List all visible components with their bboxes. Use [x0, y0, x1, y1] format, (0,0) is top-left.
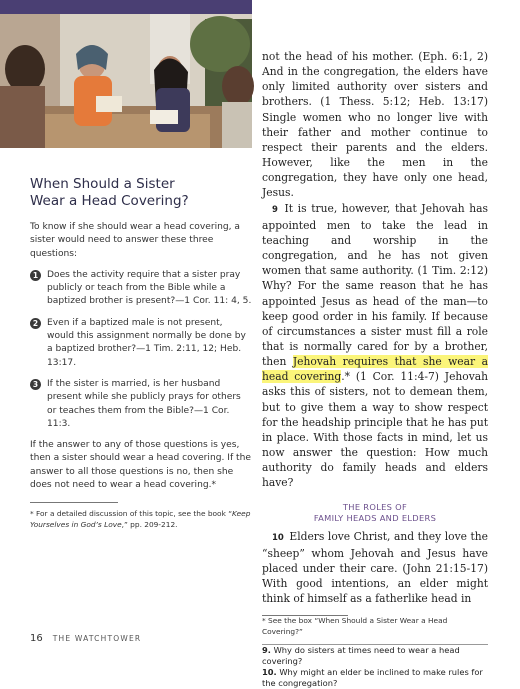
study-question-text: Why might an elder be inclined to make rules for the congregation?: [262, 666, 483, 688]
highlighted-text[interactable]: Jehovah requires that she wear a head covering: [262, 355, 488, 384]
paragraph-number: 9: [272, 204, 278, 215]
study-question-number: 10.: [262, 666, 277, 677]
box-conclusion: If the answer to any of those questions is yes, then a sister should wear a head covering. If the answer to all those questions is no, then she does not need to wear a head covering.*: [30, 440, 251, 491]
paragraph-number: 10: [272, 532, 284, 543]
photo-women-bible-study: [0, 14, 252, 148]
question-item: [30, 269, 252, 309]
paragraph-text: .* (1 Cor. 11:4-7) Jehovah asks this of sisters, not to demean them, but to give them a way to show respect for the headship principle that he has put in place. With those facts in mind, let us now answer the question: How much authority do family heads and elders have?: [262, 370, 488, 490]
paragraph-text: It is true, however, that Jehovah has appointed men to take the lead in teaching and worship in the congregation, and he has not given women that same authority. (1 Tim. 2:12) Why? For the same reason that he has appointed Jesus as head of the man—to keep good order in his family. If because of circumstances a sister must fill a role that is normally cared for by a brother, then: [262, 201, 488, 369]
question-text: Does the activity require that a sister pray publicly or teach from the Bible while a baptized brother is present?—1 Cor. 11: 4, 5.: [47, 269, 252, 307]
question-number-badge: 1: [30, 270, 41, 281]
paragraph-9: [262, 201, 488, 491]
sidebar-box: [30, 176, 252, 530]
footnote-book-title[interactable]: Keep Yourselves in God’s Love: [30, 509, 251, 529]
footnote-divider: [30, 502, 118, 503]
article-column: [262, 49, 488, 689]
magazine-name: THE WATCHTOWER: [52, 634, 142, 643]
top-accent-bar: [0, 0, 252, 14]
photo-illustration: [0, 14, 252, 148]
question-number-badge: 2: [30, 318, 41, 329]
question-text: If the sister is married, is her husband present while she publicly prays for others or teaches them from the Bible?—1 Cor. 11:3.: [47, 378, 241, 429]
box-footnote: [30, 509, 252, 530]
study-question-9: [262, 645, 488, 667]
subheading-line2: FAMILY HEADS AND ELDERS: [313, 512, 437, 523]
page-number: 16: [30, 633, 43, 644]
question-text: Even if a baptized male is not present, would this assignment normally be done by a baptized brother?—1 Tim. 2:11, 12; Heb. 13:17.: [47, 317, 246, 368]
paragraph-8-continued: not the head of his mother. (Eph. 6:1, 2) And in the congregation, the elders have only limited authority over sisters and brothers. (1 Thess. 5:12; Heb. 13:17) Single women who no longer live with their father and mother continue to respect their parents and the elders. However, like the men in the congregation, they have only one head, Jesus.: [262, 50, 488, 200]
study-question-number: 9.: [262, 644, 271, 655]
study-question-10: [262, 667, 488, 689]
footnote-pages: ,” pp. 209-212.: [121, 519, 178, 529]
article-footnote[interactable]: * See the box “When Should a Sister Wear a Head Covering?”: [262, 616, 448, 636]
question-number-badge: 3: [30, 379, 41, 390]
page-footer: [30, 633, 141, 644]
paragraph-10: [262, 529, 488, 607]
box-title-line1: When Should a Sister: [30, 176, 175, 192]
box-intro: To know if she should wear a head covering, a sister would need to answer these three questions:: [30, 222, 240, 259]
footnote-text: * For a detailed discussion of this topic, see the book “: [30, 509, 233, 519]
question-list: [30, 269, 252, 431]
question-item: [30, 378, 252, 431]
paragraph-text: Elders love Christ, and they love the “sheep” whom Jehovah and Jesus have placed under their care. (John 21:15-17) With good intentions, an elder might think of himself as a fatherlike head in: [262, 529, 488, 606]
study-question-text: Why do sisters at times need to wear a head covering?: [262, 644, 460, 666]
subheading-line1: THE ROLES OF: [342, 501, 408, 512]
section-subheading: [262, 502, 488, 524]
box-title-line2: Wear a Head Covering?: [30, 193, 189, 209]
question-item: [30, 317, 252, 370]
box-title: [30, 176, 252, 210]
